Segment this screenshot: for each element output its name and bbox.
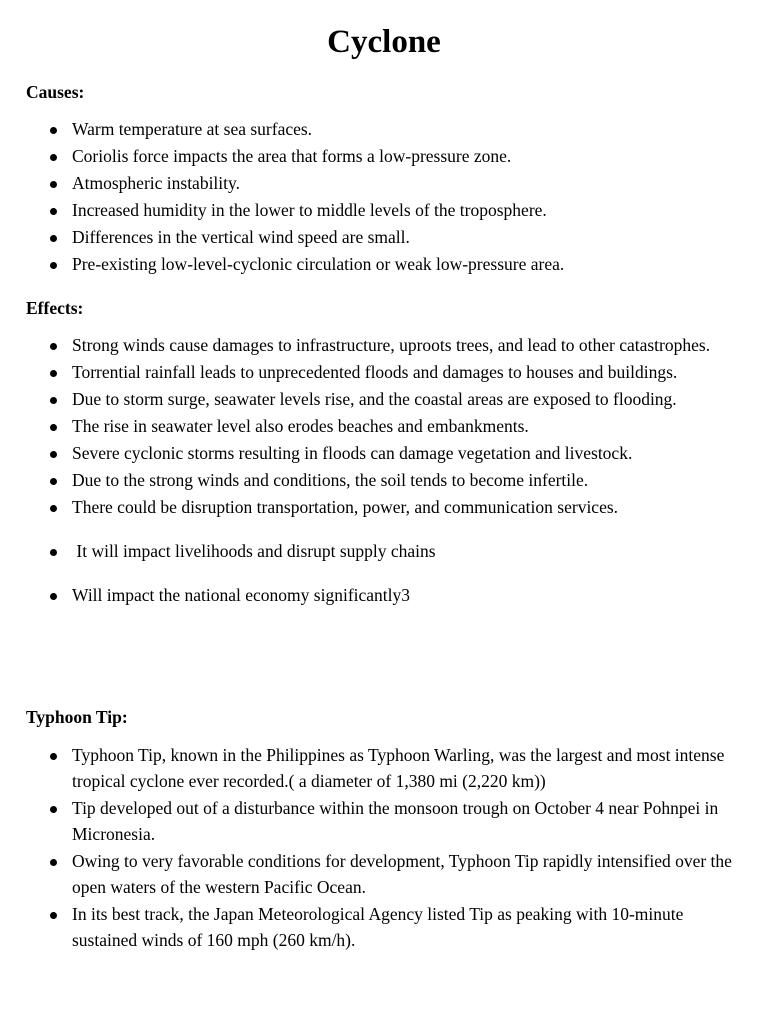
causes-list	[0, 116, 768, 277]
bullet-icon	[50, 127, 57, 134]
typhoon-tip-heading: Typhoon Tip:	[26, 707, 128, 727]
effects-list	[0, 332, 768, 608]
bullet-icon	[50, 424, 57, 431]
list-item: Atmospheric instability.	[0, 170, 768, 196]
bullet-icon	[50, 478, 57, 485]
bullet-icon	[50, 806, 57, 813]
bullet-icon	[50, 859, 57, 866]
bullet-icon	[50, 262, 57, 269]
list-item: Coriolis force impacts the area that forms a low-pressure zone.	[0, 143, 768, 169]
typhoon-tip-list	[0, 742, 768, 953]
bullet-icon	[50, 397, 57, 404]
bullet-icon	[50, 235, 57, 242]
bullet-icon	[50, 181, 57, 188]
list-item: Differences in the vertical wind speed are small.	[0, 224, 768, 250]
list-item: Due to the strong winds and conditions, the soil tends to become infertile.	[0, 467, 768, 493]
bullet-icon	[50, 208, 57, 215]
bullet-icon	[50, 451, 57, 458]
list-item: Due to storm surge, seawater levels rise, and the coastal areas are exposed to flooding.	[0, 386, 768, 412]
bullet-icon	[50, 912, 57, 919]
list-item: The rise in seawater level also erodes beaches and embankments.	[0, 413, 768, 439]
list-item: Pre-existing low-level-cyclonic circulation or weak low-pressure area.	[0, 251, 768, 277]
list-item: Severe cyclonic storms resulting in floods can damage vegetation and livestock.	[0, 440, 768, 466]
effects-heading: Effects:	[26, 298, 84, 318]
list-item: Torrential rainfall leads to unprecedented floods and damages to houses and buildings.	[0, 359, 768, 385]
bullet-icon	[50, 370, 57, 377]
bullet-icon	[50, 549, 57, 556]
bullet-icon	[50, 753, 57, 760]
list-item: It will impact livelihoods and disrupt supply chains	[0, 538, 768, 564]
list-item: Typhoon Tip, known in the Philippines as Typhoon Warling, was the largest and most intense tropical cyclone ever recorded.( a diameter of 1,380 mi (2,220 km))	[0, 742, 768, 794]
list-item: Owing to very favorable conditions for development, Typhoon Tip rapidly intensified over the open waters of the western Pacific Ocean.	[0, 848, 768, 900]
list-item: There could be disruption transportation, power, and communication services.	[0, 494, 768, 520]
list-item: In its best track, the Japan Meteorological Agency listed Tip as peaking with 10-minute sustained winds of 160 mph (260 km/h).	[0, 901, 768, 953]
bullet-icon	[50, 343, 57, 350]
list-item: Strong winds cause damages to infrastructure, uproots trees, and lead to other catastrophes.	[0, 332, 768, 358]
list-item: Warm temperature at sea surfaces.	[0, 116, 768, 142]
bullet-icon	[50, 154, 57, 161]
list-item: Tip developed out of a disturbance within the monsoon trough on October 4 near Pohnpei in Micronesia.	[0, 795, 768, 847]
causes-heading: Causes:	[26, 82, 85, 102]
list-item: Will impact the national economy significantly3	[0, 582, 768, 608]
bullet-icon	[50, 593, 57, 600]
list-item: Increased humidity in the lower to middle levels of the troposphere.	[0, 197, 768, 223]
bullet-icon	[50, 505, 57, 512]
page-title: Cyclone	[327, 24, 441, 60]
